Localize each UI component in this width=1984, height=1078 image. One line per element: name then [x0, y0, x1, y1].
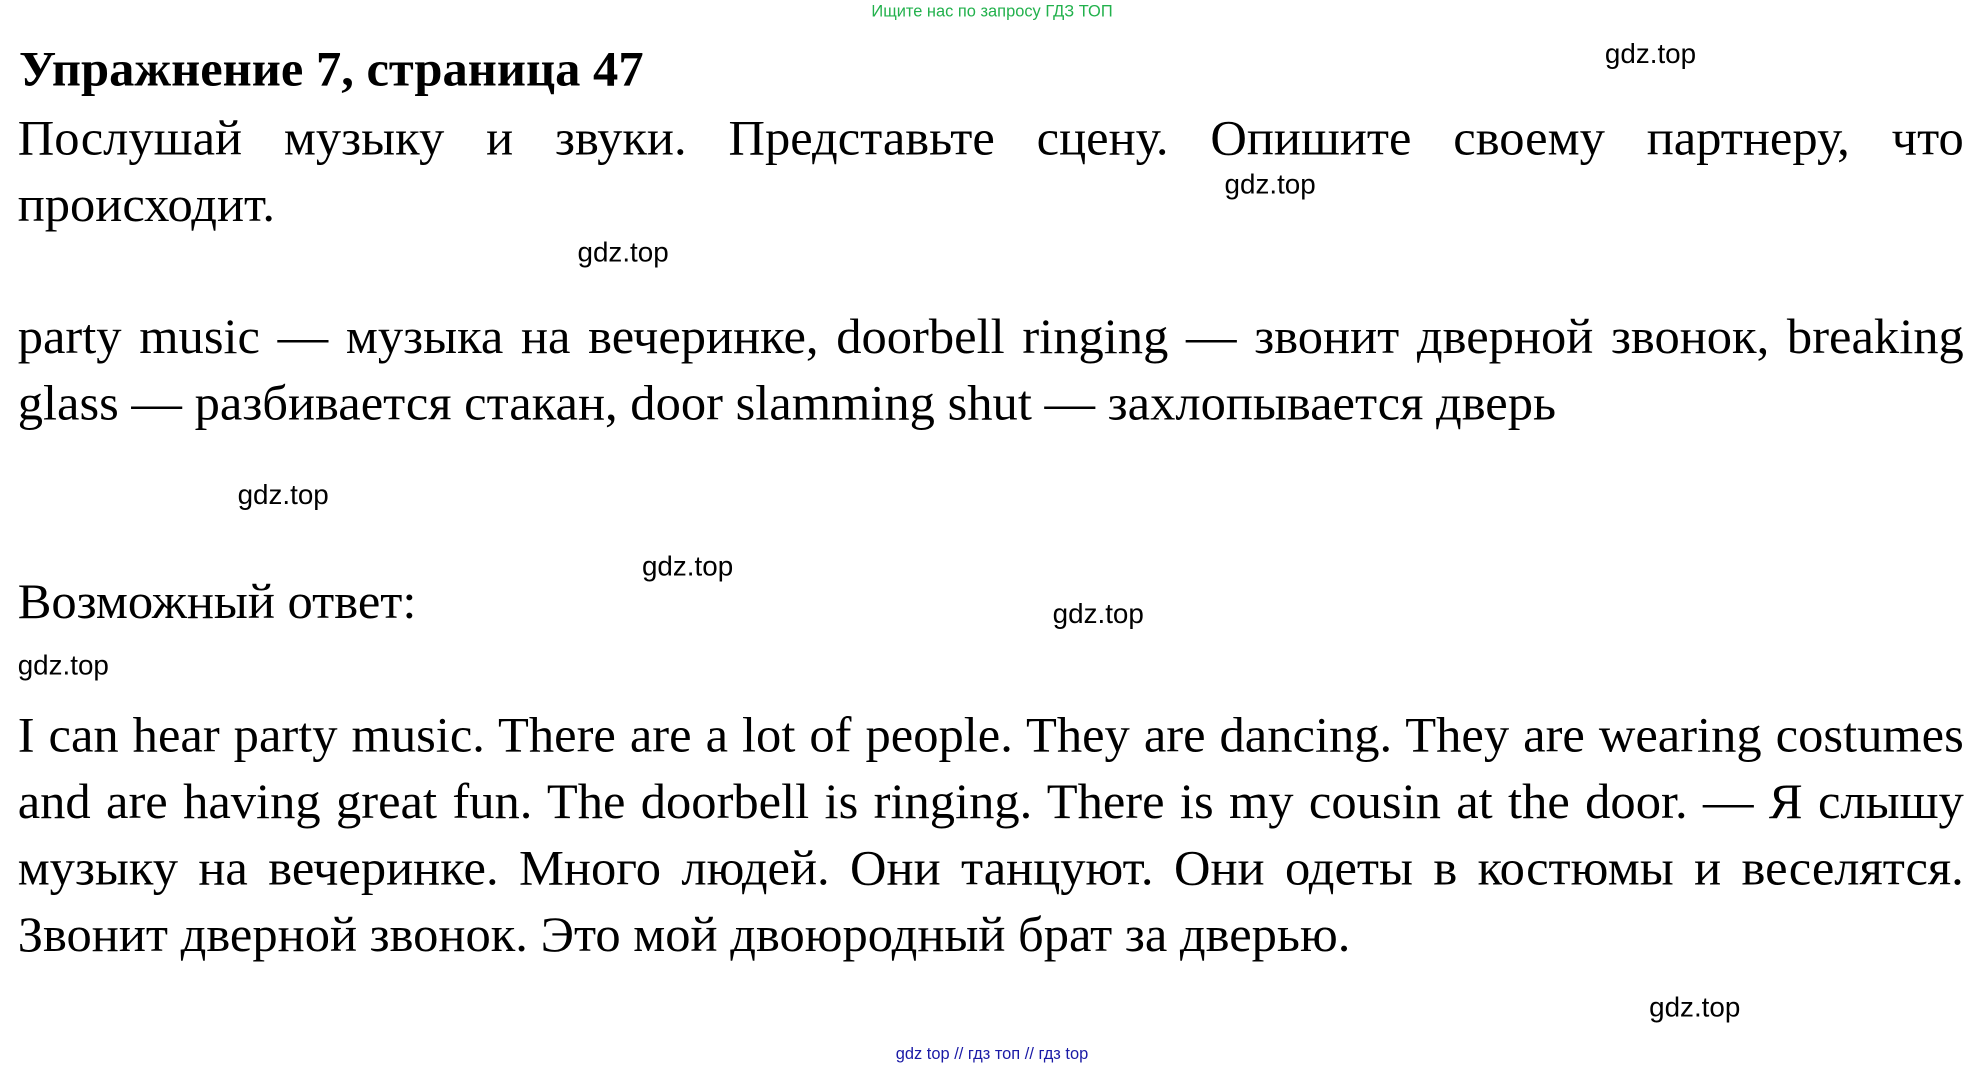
watermark: gdz.top	[1604, 37, 1697, 70]
page-title: Упражнение 7, страница 47	[18, 40, 644, 97]
exercise-instruction: Послушай музыку и звуки. Представьте сцену. Опишите своему партнеру, что происходит.	[17, 109, 1964, 233]
watermark: gdz.top	[1052, 598, 1144, 630]
watermark: gdz.top	[1649, 991, 1741, 1023]
answer-label: Возможный ответ:	[17, 572, 417, 630]
footer-links[interactable]: gdz top // гдз топ // гдз top	[895, 1044, 1089, 1063]
watermark: gdz.top	[237, 478, 329, 511]
watermark: gdz.top	[577, 236, 669, 268]
answer-text: I can hear party music. There are a lot of people. They are dancing. They are wearing costumes and are having great fun. The doorbell is ringing. There is my cousin at the door. — Я слышу музыку на вечеринке. Много людей. Они танцуют. Они одеты в костюмы и веселятся. Звонит дверной звонок. Это мой двоюродный брат за дверью.	[17, 706, 1964, 963]
watermark: gdz.top	[641, 550, 734, 582]
watermark: gdz.top	[17, 649, 109, 681]
watermark: gdz.top	[1224, 168, 1316, 200]
top-banner[interactable]: Ищите нас по запросу ГДЗ ТОП	[871, 1, 1113, 21]
vocabulary-list: party music — музыка на вечеринке, doorbell ringing — звонит дверной звонок, breaking glass — разбивается стакан, door slamming shut — захлопывается дверь	[17, 307, 1964, 431]
